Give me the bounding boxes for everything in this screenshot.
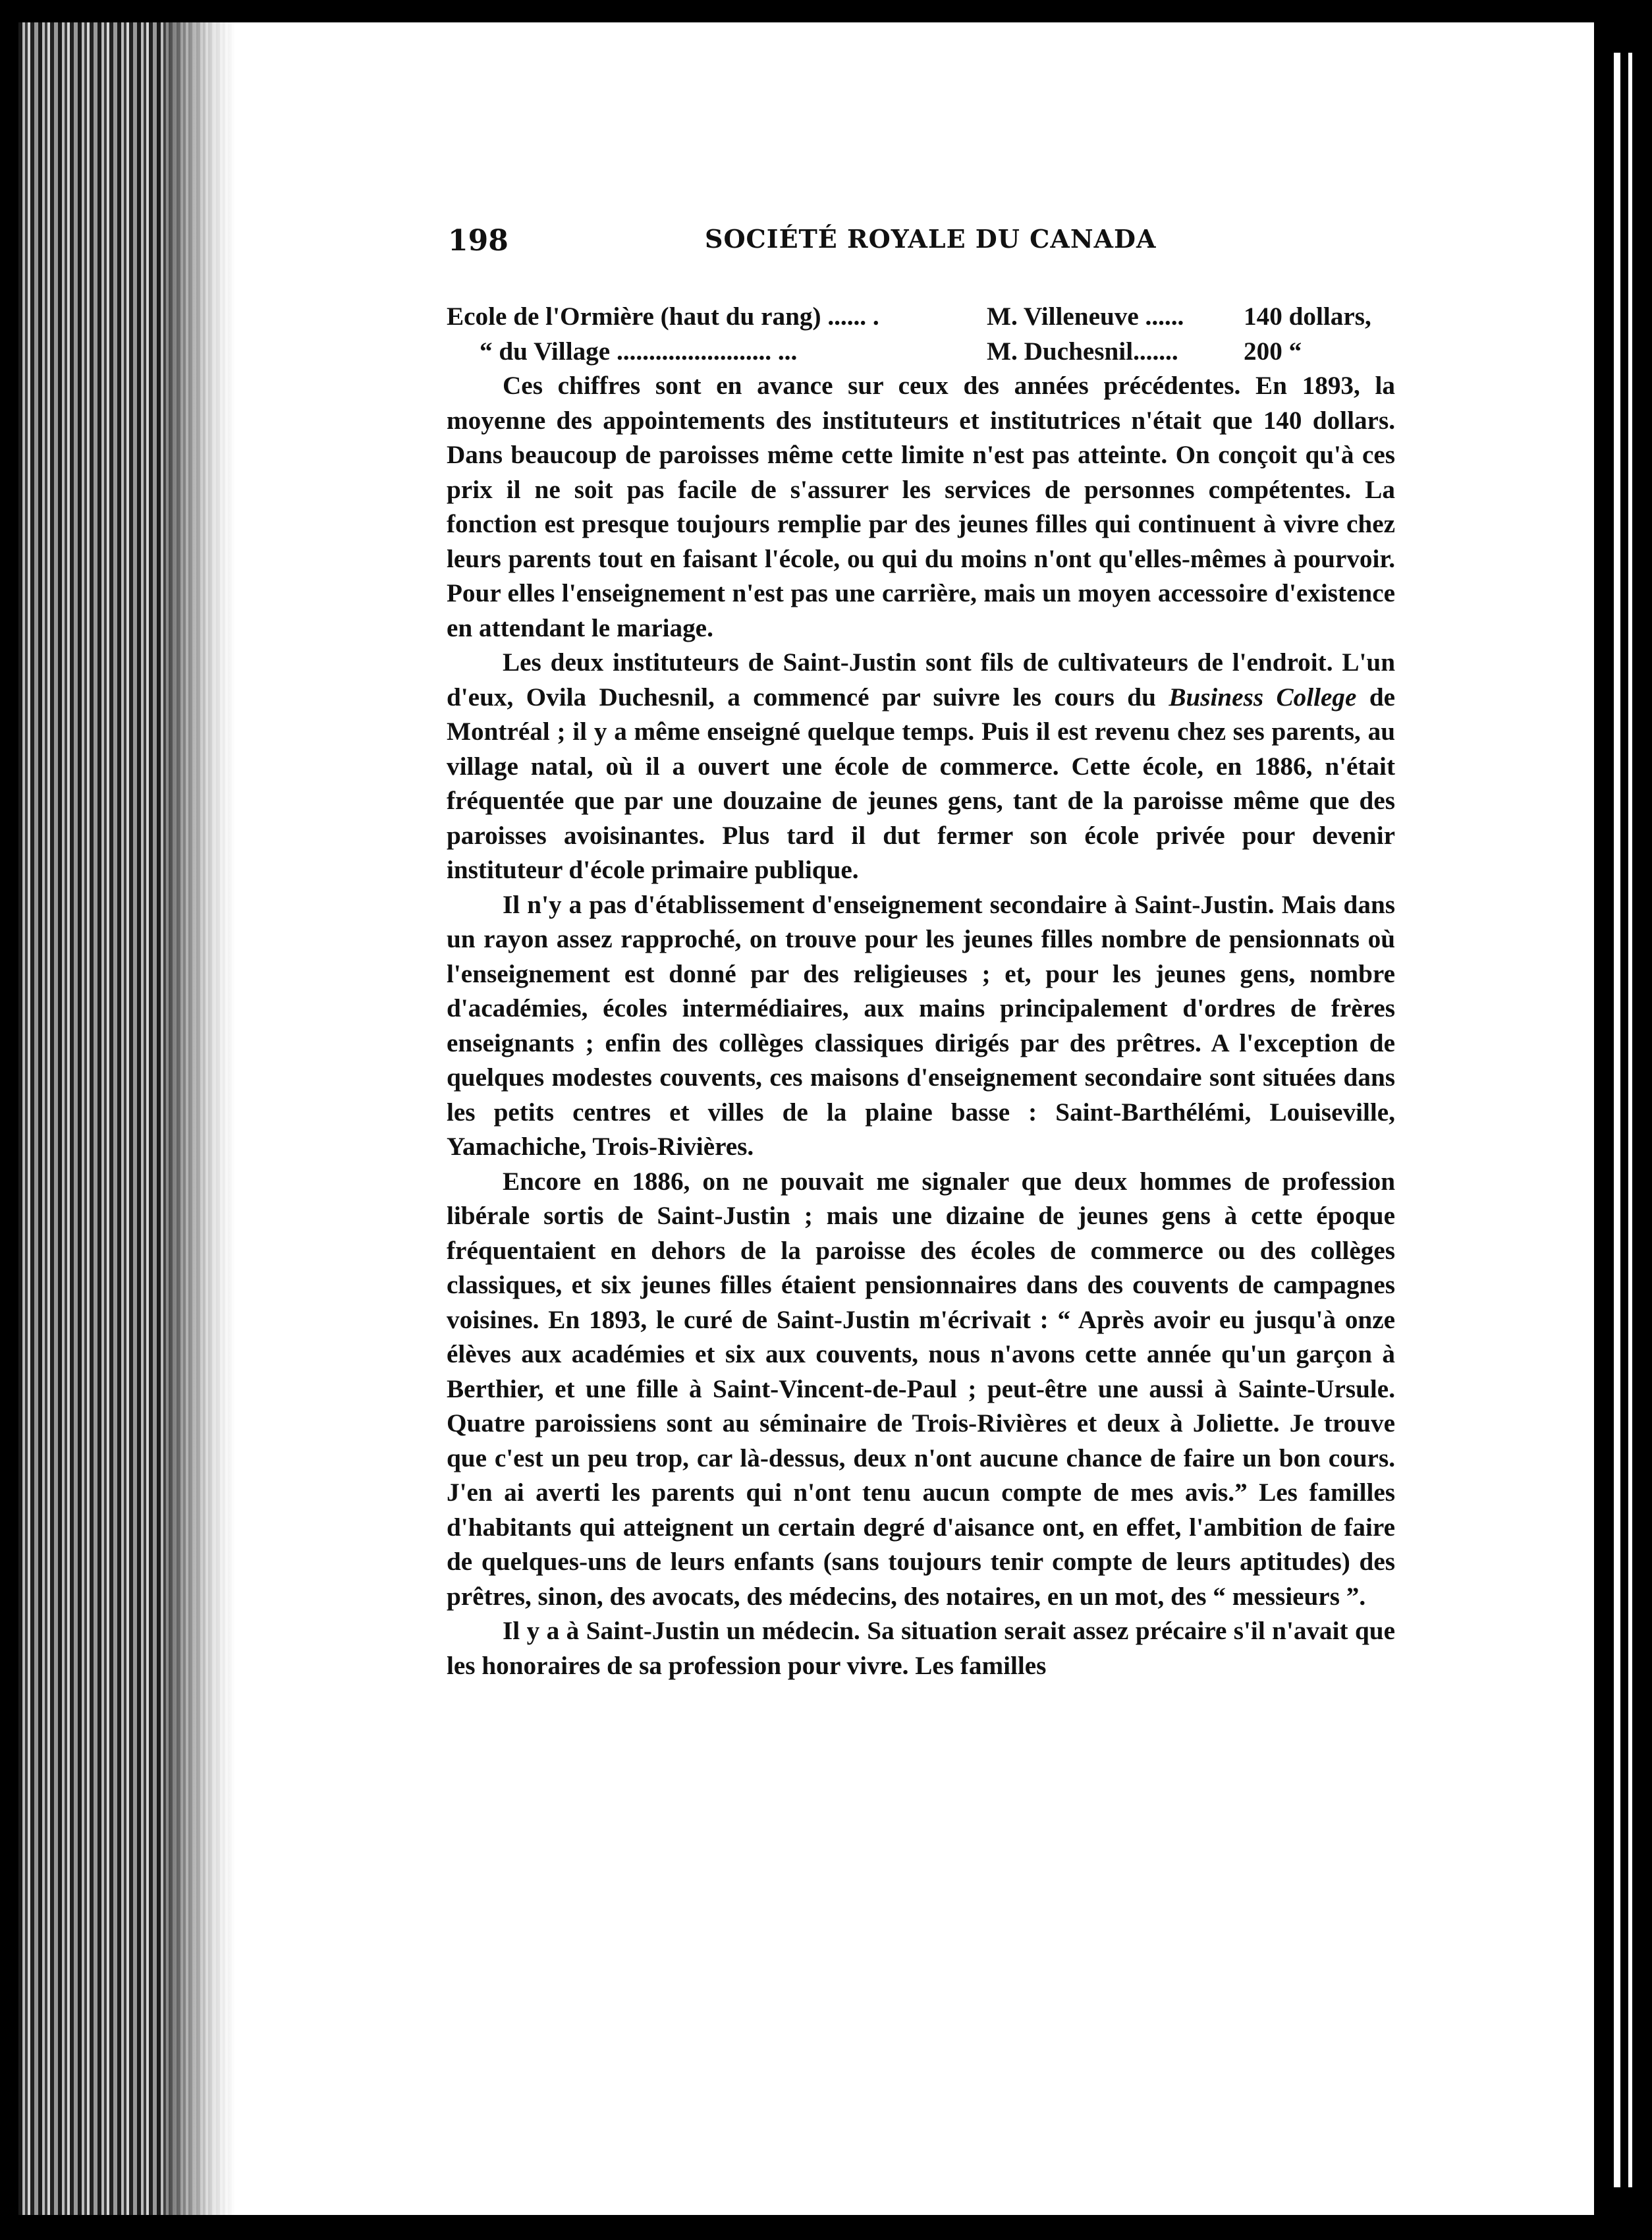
scan-border-stripe (1628, 53, 1632, 2187)
scan-border-top (0, 0, 1652, 22)
page-header (448, 224, 1401, 277)
teacher-name: M. Duchesnil....... (987, 337, 1178, 366)
paragraph-text: Les deux instituteurs de Saint-Justin sont fils de cultivateurs de l'endroit. L'un d'eux, Ovila Duchesnil, a commencé par suivre les cours du (447, 648, 1395, 712)
running-title: SOCIÉTÉ ROYALE DU CANADA (705, 224, 1157, 254)
school-name: “ du Village ........................ ... (480, 337, 798, 366)
salary-row (447, 335, 1395, 370)
salary-amount: 200 “ (1244, 337, 1302, 366)
school-name: Ecole de l'Ormière (haut du rang) ...... . (447, 302, 879, 331)
teacher-name: M. Villeneuve ...... (987, 302, 1184, 331)
paragraph: Il y a à Saint-Justin un médecin. Sa situation serait assez précaire s'il n'avait que les honoraires de sa profession pour vivre. Les familles (447, 1617, 1395, 1680)
salary-amount: 140 dollars, (1244, 302, 1371, 331)
scan-border-left (0, 0, 18, 2240)
paragraph: Ces chiffres sont en avance sur ceux des années précédentes. En 1893, la moyenne des appointements des instituteurs et institutrices n'était que 140 dollars. Dans beaucoup de paroisses même cette limite n'est pas atteinte. On conçoit qu'à ces prix il ne soit pas facile de s'assurer les services de personnes compétentes. La fonction est presque toujours remplie par des jeunes filles qui continuent à vivre chez leurs parents tout en faisant l'école, ou qui du moins n'ont qu'elles-mêmes à pourvoir. Pour elles l'enseignement n'est pas une carrière, mais un moyen accessoire d'existence en attendant le mariage. (447, 372, 1395, 642)
book-gutter-shadow (165, 22, 236, 2215)
page-number: 198 (448, 224, 509, 258)
scan-border-right (1594, 0, 1652, 2240)
scan-border-bottom (0, 2215, 1652, 2240)
paragraph: Encore en 1886, on ne pouvait me signaler que deux hommes de profession libérale sortis de Saint-Justin ; mais une dizaine de jeunes gens à cette époque fréquentaient en dehors de la paroisse des écoles de commerce ou des collèges classiques, et six jeunes filles étaient pensionnaires dans des couvents de campagnes voisines. En 1893, le curé de Saint-Justin m'écrivait : “ Après avoir eu jusqu'à onze élèves aux académies et six aux couvents, nous n'avons cette année qu'un garçon à Berthier, et une fille à Saint-Vincent-de-Paul ; peut-être une aussi à Sainte-Ursule. Quatre paroissiens sont au séminaire de Trois-Rivières et deux à Joliette. Je trouve que c'est un peu trop, car là-dessus, deux n'ont aucune chance de faire un bon cours. J'en ai averti les parents qui n'ont tenu aucun compte de mes avis.” Les familles d'habitants qui atteignent un certain degré d'aisance ont, en effet, l'ambition de faire de quelques-uns de leurs enfants (sans toujours tenir compte de leurs aptitudes) des prêtres, sinon, des avocats, des médecins, des notaires, en un mot, des “ messieurs ”. (447, 1167, 1395, 1611)
page-body (447, 300, 1395, 1683)
paragraph (447, 646, 1395, 888)
paragraph-text: de Montréal ; il y a même enseigné quelque temps. Puis il est revenu chez ses parents, au village natal, où il a ouvert une école de commerce. Cette école, en 1886, n'était fréquentée que par une douzaine de jeunes gens, tant de la paroisse même que des paroisses avoisinantes. Plus tard il dut fermer son école privée pour devenir instituteur d'école primaire publique. (447, 683, 1396, 884)
scan-border-stripe (1614, 53, 1620, 2187)
paragraph: Il n'y a pas d'établissement d'enseignement secondaire à Saint-Justin. Mais dans un rayon assez rapproché, on trouve pour les jeunes filles nombre de pensionnats où l'enseignement est donné par des religieuses ; et, pour les jeunes gens, nombre d'académies, écoles intermédiaires, aux mains principalement d'ordres de frères enseignants ; enfin des collèges classiques dirigés par des prêtres. A l'exception de quelques modestes couvents, ces maisons d'enseignement secondaire sont situées dans les petits centres et villes de la plaine basse : Saint-Barthélémi, Louiseville, Yamachiche, Trois-Rivières. (447, 890, 1395, 1161)
salary-row (447, 300, 1395, 335)
italic-term: Business College (1169, 683, 1357, 712)
